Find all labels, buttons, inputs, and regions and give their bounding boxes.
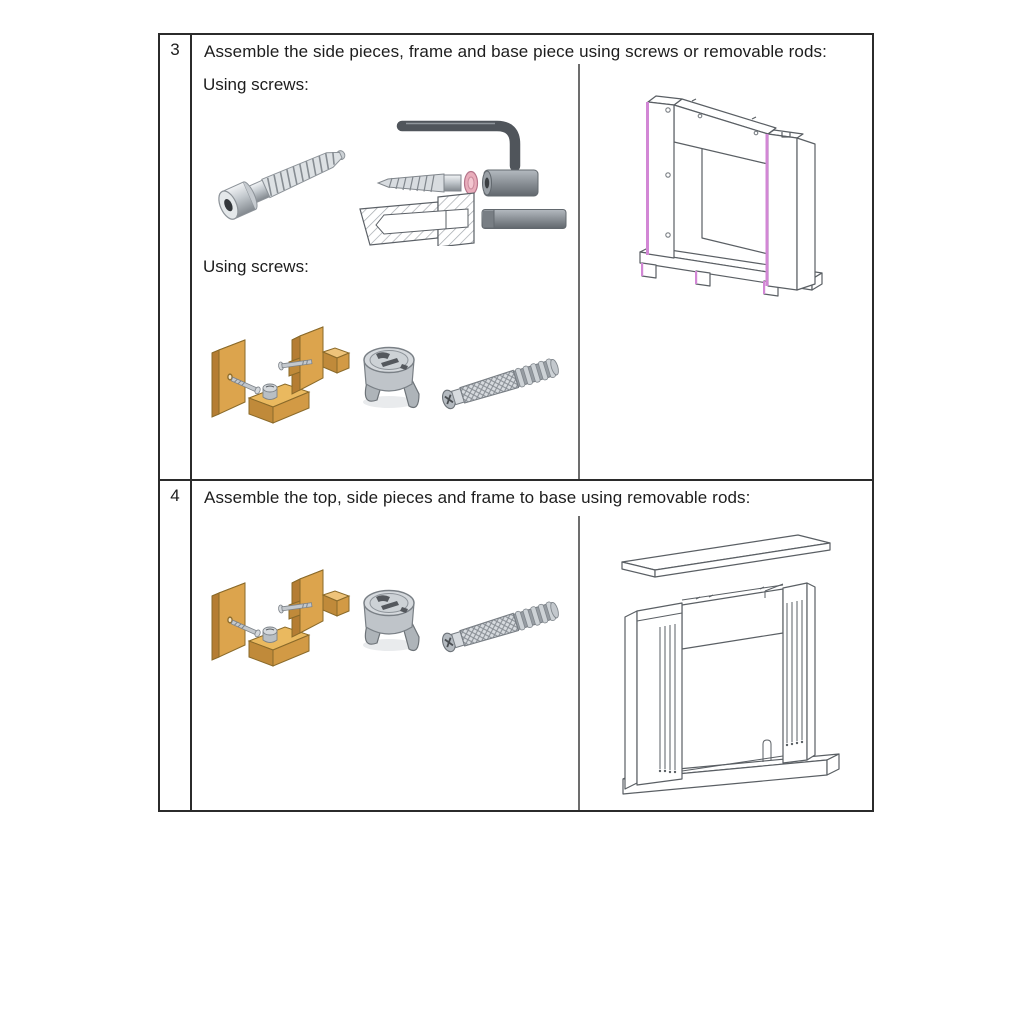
hex-key-icon (402, 126, 515, 166)
method-label: Using screws: (203, 75, 309, 94)
cam-lock-hardware-image (197, 565, 582, 683)
step-number: 4 (160, 481, 192, 810)
method-label: Using screws: (203, 257, 309, 276)
cam-lock-hardware-image (197, 322, 582, 440)
instruction-table (158, 33, 874, 812)
mantel-assembly-drawing (612, 533, 868, 810)
step-row-4 (160, 481, 872, 810)
frame-assembly-drawing (638, 90, 828, 308)
hex-key-and-rod-tools-image (350, 106, 575, 246)
step-4-content (192, 481, 872, 810)
step-title: Assemble the top, side pieces and frame to base using removable rods: (204, 488, 751, 507)
step-row-3 (160, 35, 872, 481)
step-title: Assemble the side pieces, frame and base piece using screws or removable rods: (204, 42, 827, 61)
step-number: 3 (160, 35, 192, 479)
step-3-content (192, 35, 872, 479)
